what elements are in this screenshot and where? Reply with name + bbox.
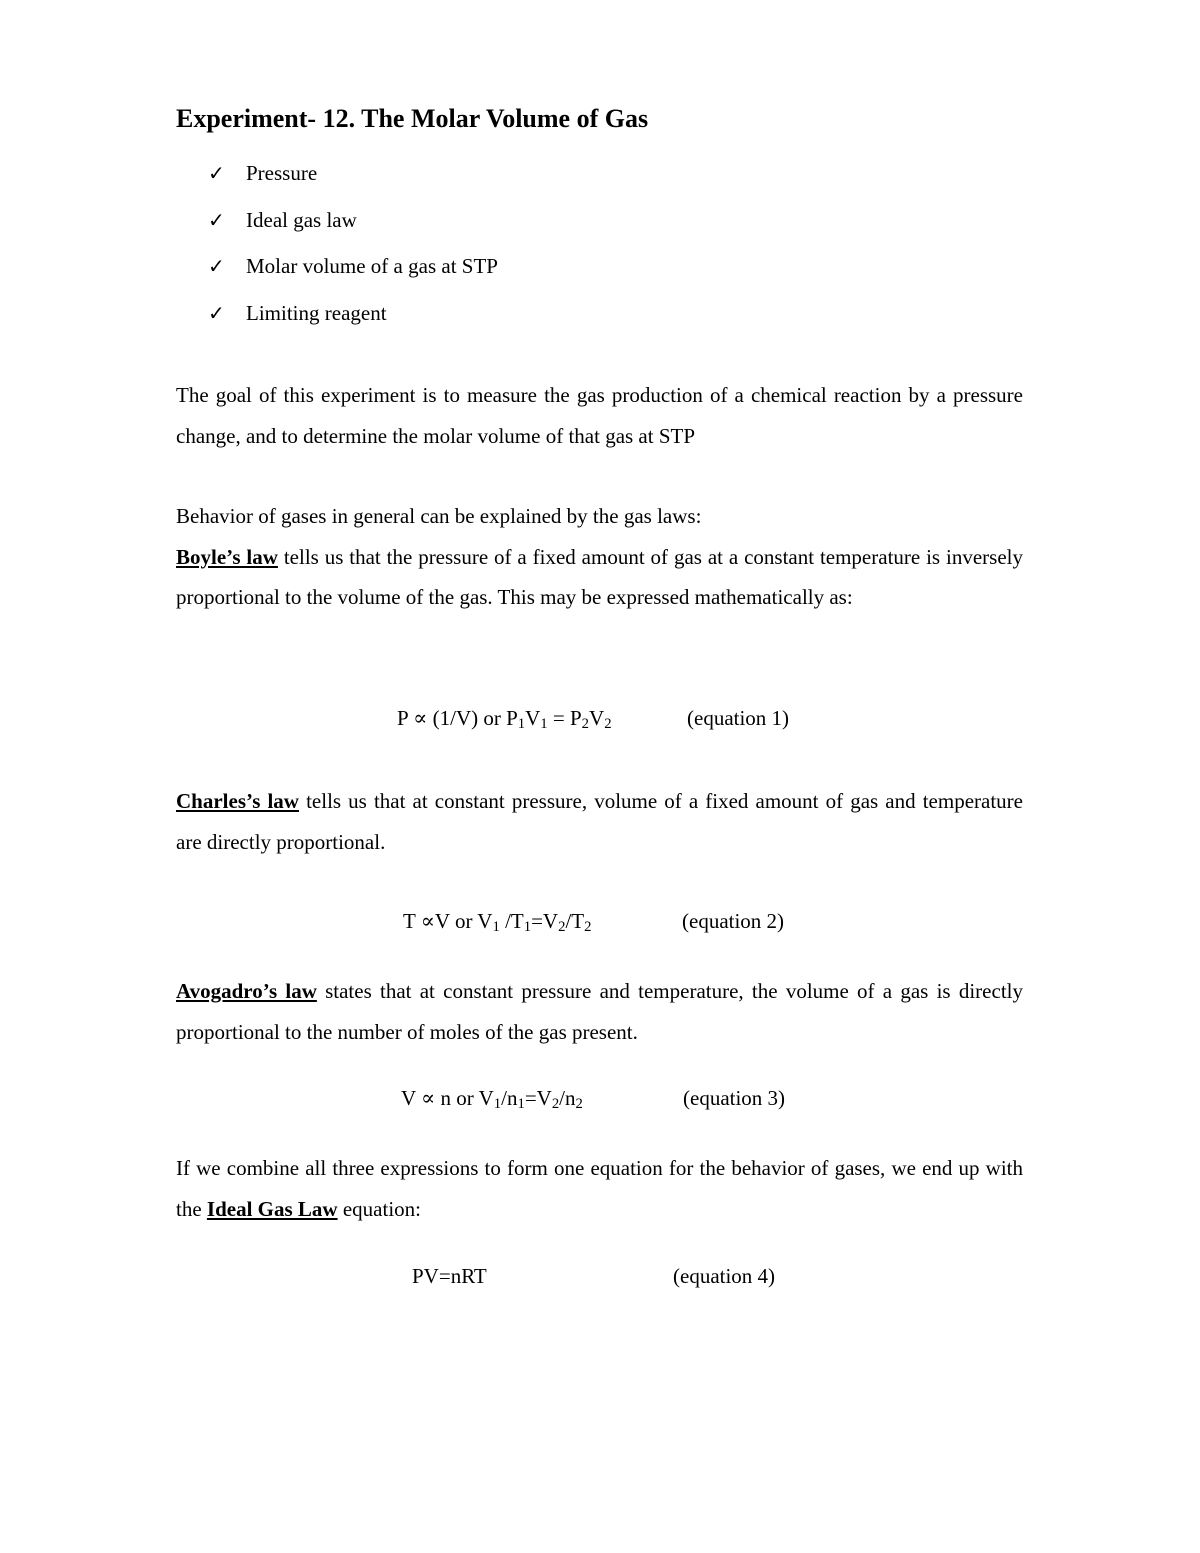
boyle-law-text: tells us that the pressure of a fixed amount of gas at a constant temperature is inversely proportional to the volume of the gas. This may be expressed mathematically as: — [176, 544, 1023, 609]
checkmark-icon: ✓ — [208, 256, 225, 279]
equation-1-label: (equation 1) — [687, 706, 790, 730]
behavior-intro: Behavior of gases in general can be explained by the gas laws: — [176, 504, 702, 528]
equation-3-expression: V ∝ n or $V_1/n_1=V_2/n_2$ — [401, 1086, 583, 1112]
equation-2-expression: T ∝V or $V_1$ $/T_1=V_2/T_2$ — [403, 909, 592, 935]
list-item — [208, 243, 498, 290]
checkmark-icon: ✓ — [208, 162, 225, 185]
list-item-label: Pressure — [246, 160, 318, 185]
goal-paragraph: The goal of this experiment is to measure the gas production of a chemical reaction by a pressure change, and to determine the molar volume of that gas at STP — [176, 383, 1023, 448]
boyle-paragraph — [176, 496, 1023, 618]
list-item-label: Molar volume of a gas at STP — [246, 254, 498, 279]
charles-law-term: Charles’s law — [176, 789, 299, 813]
list-item — [208, 197, 498, 244]
equation-4-label: (equation 4) — [673, 1264, 776, 1288]
list-item-label: Limiting reagent — [246, 300, 387, 325]
list-item — [208, 290, 498, 337]
list-item-label: Ideal gas law — [246, 207, 357, 232]
combine-text-after: equation: — [337, 1196, 421, 1221]
checkmark-icon: ✓ — [208, 209, 225, 232]
combine-paragraph — [176, 1148, 1023, 1229]
equation-1-expression: P ∝ (1/V) or $P_1V_1 = P_2V_2$ — [397, 706, 612, 732]
charles-paragraph — [176, 781, 1023, 862]
checkmark-icon: ✓ — [208, 302, 225, 325]
equation-3-label: (equation 3) — [683, 1086, 786, 1110]
list-item — [208, 150, 498, 197]
boyle-law-term: Boyle’s law — [176, 544, 278, 569]
avogadro-paragraph — [176, 971, 1023, 1052]
avogadro-law-term: Avogadro’s law — [176, 979, 317, 1003]
page-title: Experiment- 12. The Molar Volume of Gas — [176, 104, 649, 133]
charles-law-text: tells us that at constant pressure, volume of a fixed amount of gas and temperature are directly proportional. — [176, 789, 1023, 854]
combine-text-before: If we combine all three expressions to form one equation for the behavior of gases, we end up with the — [176, 1156, 1023, 1221]
avogadro-law-text: states that at constant pressure and temperature, the volume of a gas is directly proportional to the number of moles of the gas present. — [176, 979, 1023, 1044]
equation-2-label: (equation 2) — [682, 909, 785, 933]
topic-checklist — [208, 150, 498, 337]
equation-4-expression: PV=nRT — [412, 1264, 487, 1288]
ideal-gas-law-term: Ideal Gas Law — [206, 1196, 338, 1221]
